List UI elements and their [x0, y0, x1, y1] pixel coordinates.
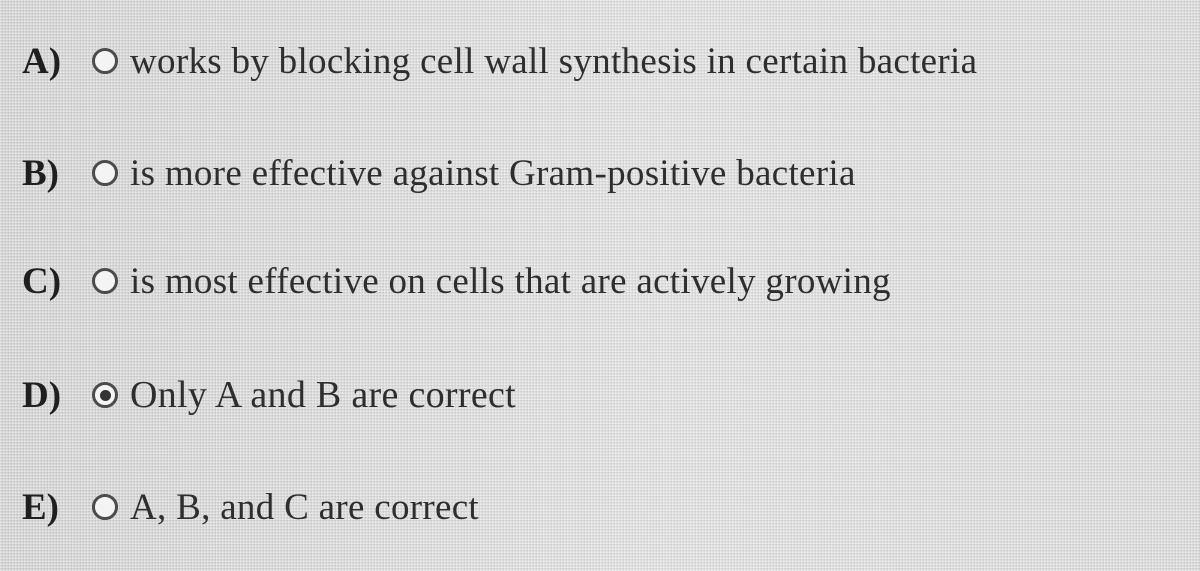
option-letter: C): [22, 260, 62, 302]
option-letter: B): [22, 152, 59, 194]
option-text: Only A and B are correct: [130, 374, 517, 416]
option-text: works by blocking cell wall synthesis in certain bacteria: [130, 40, 978, 82]
option-b[interactable]: [22, 143, 856, 203]
option-c[interactable]: [22, 251, 891, 311]
option-letter: E): [22, 486, 59, 528]
radio-button-unchecked-icon[interactable]: [92, 268, 118, 294]
option-text: is most effective on cells that are actively growing: [130, 260, 891, 302]
radio-button-unchecked-icon[interactable]: [92, 48, 118, 74]
option-text: A, B, and C are correct: [130, 486, 480, 528]
option-letter: A): [22, 40, 62, 82]
radio-button-unchecked-icon[interactable]: [92, 494, 118, 520]
option-letter: D): [22, 374, 62, 416]
option-e[interactable]: [22, 477, 479, 537]
radio-button-checked-icon[interactable]: [92, 382, 118, 408]
radio-button-unchecked-icon[interactable]: [92, 160, 118, 186]
option-text: is more effective against Gram-positive bacteria: [130, 152, 856, 194]
option-d[interactable]: [22, 365, 516, 425]
option-a[interactable]: [22, 31, 977, 91]
